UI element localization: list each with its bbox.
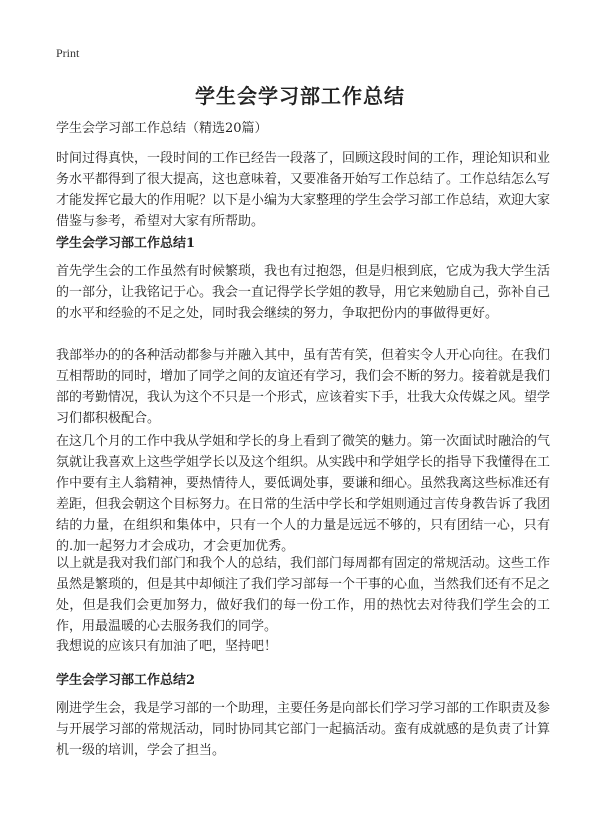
intro-paragraph: 时间过得真快，一段时间的工作已经告一段落了，回顾这段时间的工作，理论知识和业务水平都得到了很大提高，这也意味着，又要准备开始写工作总结了。工作总结怎么写才能发挥它最大的作用呢？以下是小编为大家整理的学生会学习部工作总结，欢迎大家借鉴与参考，希望对大家有所帮助。 xyxy=(56,151,551,229)
section-1-paragraph-1: 首先学生会的工作虽然有时候繁琐，我也有过抱怨，但是归根到底，它成为我大学生活的一部分，让我铭记于心。我会一直记得学长学姐的教导，用它来勉励自己，弥补自己的水平和经验的不足之处，同时我会继续的努力，争取把份内的事做得更好。 xyxy=(56,264,551,321)
subtitle: 学生会学习部工作总结（精选20篇） xyxy=(56,121,268,136)
section-heading-2: 学生会学习部工作总结2 xyxy=(56,673,196,688)
section-1-paragraph-3: 在这几个月的工作中我从学姐和学长的身上看到了微笑的魅力。第一次面试时融洽的气氛就让我喜欢上这些学姐学长以及这个组织。从实践中和学姐学长的指导下我懂得在工作中要有主人翁精神，要热情待人，要低调处事，要谦和细心。虽然我离这些标准还有差距，但我会朝这个目标努力。在日常的生活中学长和学姐则通过言传身教告诉了我团结的力量，在组织和集体中，只有一个人的力量是远远不够的，只有团结一心，只有的.加一起努力才会成功，才会更加优秀。 xyxy=(56,434,551,554)
section-1-paragraph-5: 我想说的应该只有加油了吧，坚持吧！ xyxy=(56,639,278,654)
page-title: 学生会学习部工作总结 xyxy=(195,84,405,108)
section-1-paragraph-2: 我部举办的的各种活动都参与并融入其中，虽有苦有笑，但着实令人开心向往。在我们互相帮助的同时，增加了同学之间的友谊还有学习，我们会不断的努力。接着就是我们部的考勤情况，我认为这个不只是一个形式，应该着实下手，壮我大众传媒之风。望学习们都积极配合。 xyxy=(56,348,551,426)
print-link[interactable]: Print xyxy=(56,46,80,60)
section-heading-1: 学生会学习部工作总结1 xyxy=(56,236,196,251)
section-2-paragraph-1: 刚进学生会，我是学习部的一个助理，主要任务是向部长们学习学习部的工作职责及参与开展学习部的常规活动，同时协同其它部门一起搞活动。蛮有成就感的是负责了计算机一级的培训，学会了担当。 xyxy=(56,701,551,758)
section-1-paragraph-4: 以上就是我对我们部门和我个人的总结，我们部门每周都有固定的常规活动。这些工作虽然是繁琐的，但是其中却倾注了我们学习部每一个干事的心血，当然我们还有不足之处，但是我们会更加努力，做好我们的每一份工作，用的热忱去对待我们学生会的工作，用最温暖的心去服务我们的同学。 xyxy=(56,556,551,634)
